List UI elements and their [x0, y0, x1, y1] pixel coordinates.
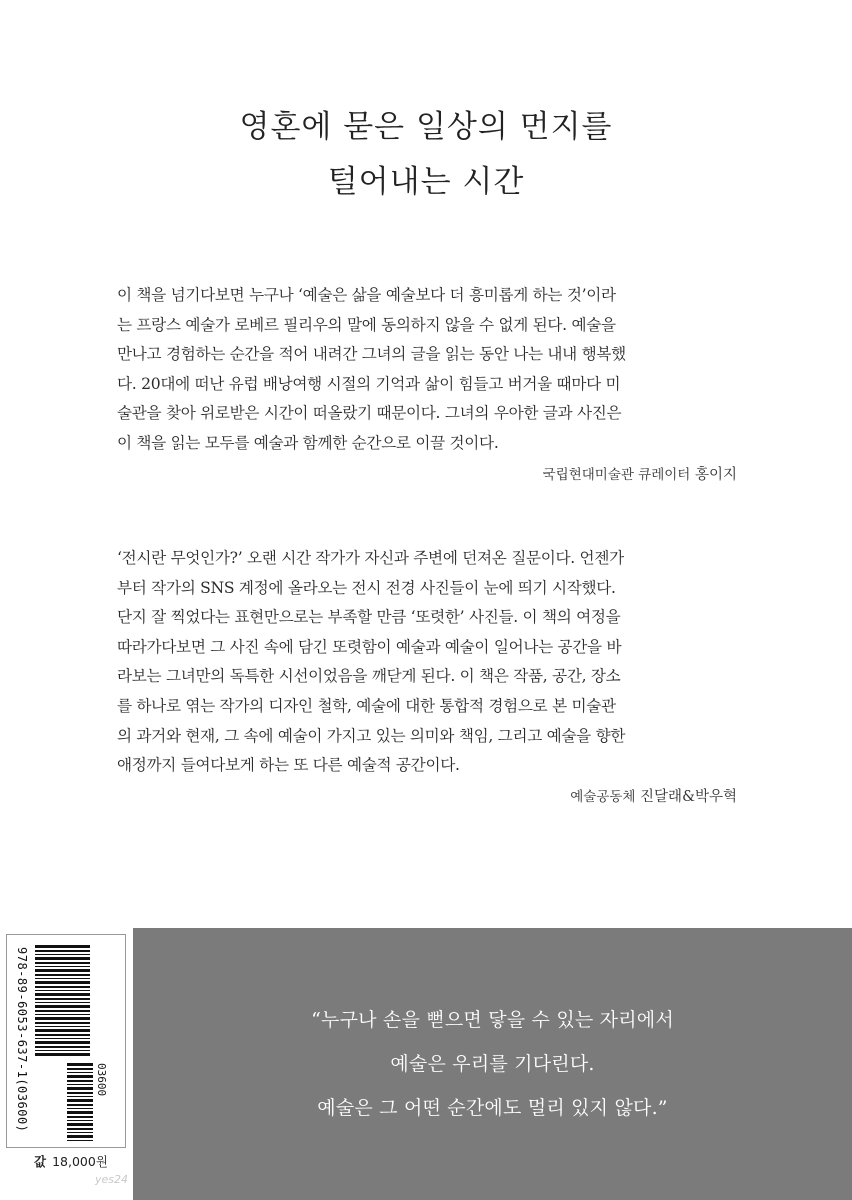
quote-line-1: “누구나 손을 뻗으면 닿을 수 있는 자리에서	[311, 1009, 674, 1031]
recommendation-2-attribution	[117, 785, 737, 809]
recommendation-1-text	[117, 281, 737, 459]
text-line: 를 하나로 엮는 작가의 디자인 철학, 예술에 대한 통합적 경험으로 본 미술관	[117, 696, 616, 715]
text-line: 다. 20대에 떠난 유럽 배낭여행 시절의 기억과 삶이 힘들고 버거울 때마다 미	[117, 374, 621, 393]
text-line: 애정까지 들여다보게 하는 또 다른 예술적 공간이다.	[117, 756, 460, 775]
book-tagline	[0, 100, 852, 210]
quote-panel	[133, 928, 852, 1200]
addon-code: 03600	[95, 1063, 108, 1097]
price	[34, 1152, 108, 1170]
watermark-logo: yes24	[95, 1173, 129, 1186]
text-line: 는 프랑스 예술가 로베르 필리우의 말에 동의하지 않을 수 없게 된다. 예술을	[117, 315, 616, 334]
barcode-area	[0, 928, 133, 1200]
text-line: ‘전시란 무엇인가?’ 오랜 시간 작가가 자신과 주변에 던져온 질문이다. 언젠가	[117, 549, 624, 567]
text-line: 이 책을 읽는 모두를 예술과 함께한 순간으로 이끌 것이다.	[117, 433, 499, 452]
quote-line-3: 예술은 그 어떤 순간에도 멀리 있지 않다.”	[317, 1097, 668, 1119]
attribution-name: 진달래&박우혁	[640, 788, 737, 805]
quote-line-2: 예술은 우리를 기다린다.	[390, 1053, 595, 1075]
attribution-org: 예술공동체	[570, 788, 636, 805]
addon-barcode	[67, 1063, 93, 1141]
attribution-name: 홍이지	[694, 466, 737, 483]
isbn-code: 978-89-6053-637-1(03600)	[15, 947, 29, 1133]
recommendation-2	[117, 544, 737, 809]
recommendation-1	[117, 281, 737, 487]
isbn-barcode	[35, 945, 90, 1057]
text-line: 부터 작가의 SNS 계정에 올라오는 전시 전경 사진들이 눈에 띄기 시작했다.	[117, 578, 616, 597]
text-line: 의 과거와 현재, 그 속에 예술이 가지고 있는 의미와 책임, 그리고 예술을 향한	[117, 726, 626, 745]
tagline-line-1: 영혼에 묻은 일상의 먼지를	[239, 109, 613, 145]
text-line: 만나고 경험하는 순간을 적어 내려간 그녀의 글을 읽는 동안 나는 내내 행복했	[117, 345, 626, 364]
tagline-line-2: 털어내는 시간	[327, 164, 525, 200]
text-line: 술관을 찾아 위로받은 시간이 떠올랐기 때문이다. 그녀의 우아한 글과 사진은	[117, 404, 622, 423]
text-line: 단지 잘 찍었다는 표현만으로는 부족할 만큼 ‘또렷한’ 사진들. 이 책의 여정을	[117, 608, 621, 627]
barcode-box	[6, 934, 126, 1148]
recommendation-2-text	[117, 544, 737, 781]
price-label: 값	[34, 1154, 47, 1169]
text-line: 이 책을 넘기다보면 누구나 ‘예술은 삶을 예술보다 더 흥미롭게 하는 것’이라	[117, 286, 616, 304]
pull-quote	[133, 998, 852, 1130]
text-line: 따라가다보면 그 사진 속에 담긴 또렷함이 예술과 예술이 일어나는 공간을 바	[117, 637, 622, 656]
recommendation-1-attribution	[117, 463, 737, 487]
isbn-digits	[15, 947, 29, 1132]
text-line: 라보는 그녀만의 독특한 시선이었음을 깨닫게 된다. 이 책은 작품, 공간, 장소	[117, 667, 621, 686]
attribution-org: 국립현대미술관 큐레이터	[542, 466, 691, 483]
price-value: 18,000원	[52, 1154, 108, 1169]
